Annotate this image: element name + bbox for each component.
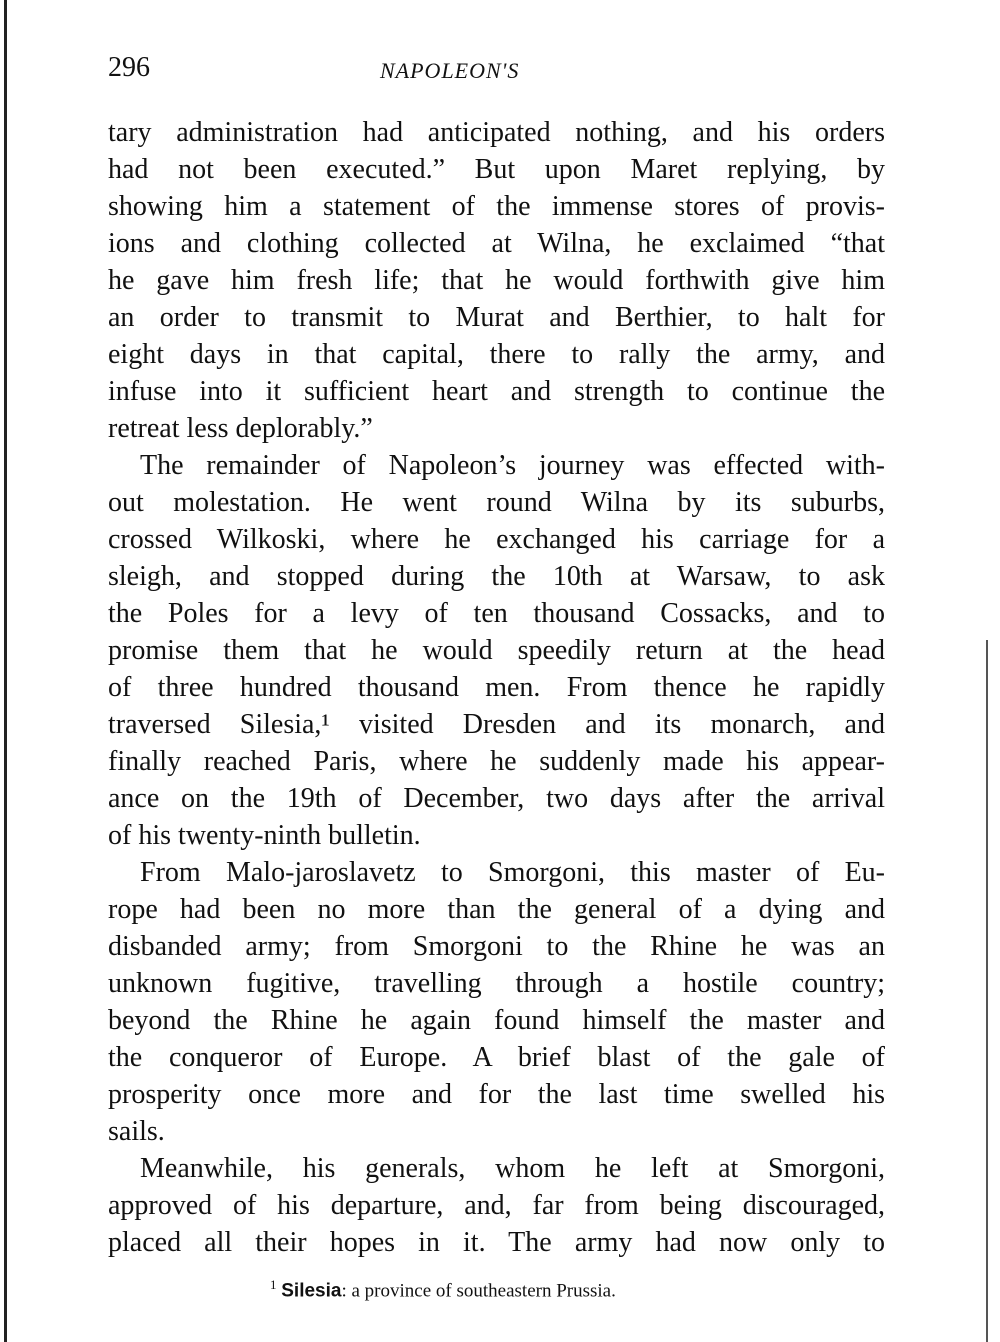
text-line: showing him a statement of the immense stores of provis-	[108, 191, 885, 222]
footnote	[270, 1277, 616, 1302]
text-line: Meanwhile, his generals, whom he left at Smorgoni,	[140, 1153, 885, 1184]
text-line: The remainder of Napoleon’s journey was effected with-	[140, 450, 885, 481]
text-line: ions and clothing collected at Wilna, he exclaimed “that	[108, 228, 885, 259]
text-line: tary administration had anticipated nothing, and his orders	[108, 117, 885, 148]
text-line: crossed Wilkoski, where he exchanged his carriage for a	[108, 524, 885, 555]
text-line: out molestation. He went round Wilna by its suburbs,	[108, 487, 885, 518]
footnote-marker: 1	[270, 1277, 277, 1292]
text-line: he gave him fresh life; that he would forthwith give him	[108, 265, 885, 296]
footnote-text: : a province of southeastern Prussia.	[341, 1280, 616, 1302]
text-line: prosperity once more and for the last time swelled his	[108, 1079, 885, 1110]
text-line: placed all their hopes in it. The army had now only to	[108, 1227, 885, 1258]
text-line: From Malo-jaroslavetz to Smorgoni, this master of Eu-	[140, 857, 885, 888]
text-line: the conqueror of Europe. A brief blast of the gale of	[108, 1042, 885, 1073]
page-number: 296	[108, 52, 150, 83]
text-line: of three hundred thousand men. From thence he rapidly	[108, 672, 885, 703]
text-line: traversed Silesia,¹ visited Dresden and its monarch, and	[108, 709, 885, 740]
text-line: ance on the 19th of December, two days after the arrival	[108, 783, 885, 814]
text-line: disbanded army; from Smorgoni to the Rhine he was an	[108, 931, 885, 962]
text-line: an order to transmit to Murat and Berthier, to halt for	[108, 302, 885, 333]
text-line: infuse into it sufficient heart and strength to continue the	[108, 376, 885, 407]
scan-right-edge	[986, 640, 988, 1342]
text-line: beyond the Rhine he again found himself the master and	[108, 1005, 885, 1036]
scan-left-edge	[4, 0, 7, 1342]
text-line: finally reached Paris, where he suddenly made his appear-	[108, 746, 885, 777]
text-line: of his twenty-ninth bulletin.	[108, 820, 421, 851]
text-line: unknown fugitive, travelling through a hostile country;	[108, 968, 885, 999]
footnote-term: Silesia	[281, 1280, 342, 1302]
text-line: sails.	[108, 1116, 165, 1147]
text-line: the Poles for a levy of ten thousand Cossacks, and to	[108, 598, 885, 629]
text-line: promise them that he would speedily return at the head	[108, 635, 885, 666]
text-line: had not been executed.” But upon Maret replying, by	[108, 154, 885, 185]
text-line: eight days in that capital, there to rally the army, and	[108, 339, 885, 370]
text-line: approved of his departure, and, far from being discouraged,	[108, 1190, 885, 1221]
text-line: sleigh, and stopped during the 10th at Warsaw, to ask	[108, 561, 885, 592]
text-line: retreat less deplorably.”	[108, 413, 373, 444]
text-line: rope had been no more than the general of a dying and	[108, 894, 885, 925]
running-head: NAPOLEON'S	[380, 58, 520, 83]
